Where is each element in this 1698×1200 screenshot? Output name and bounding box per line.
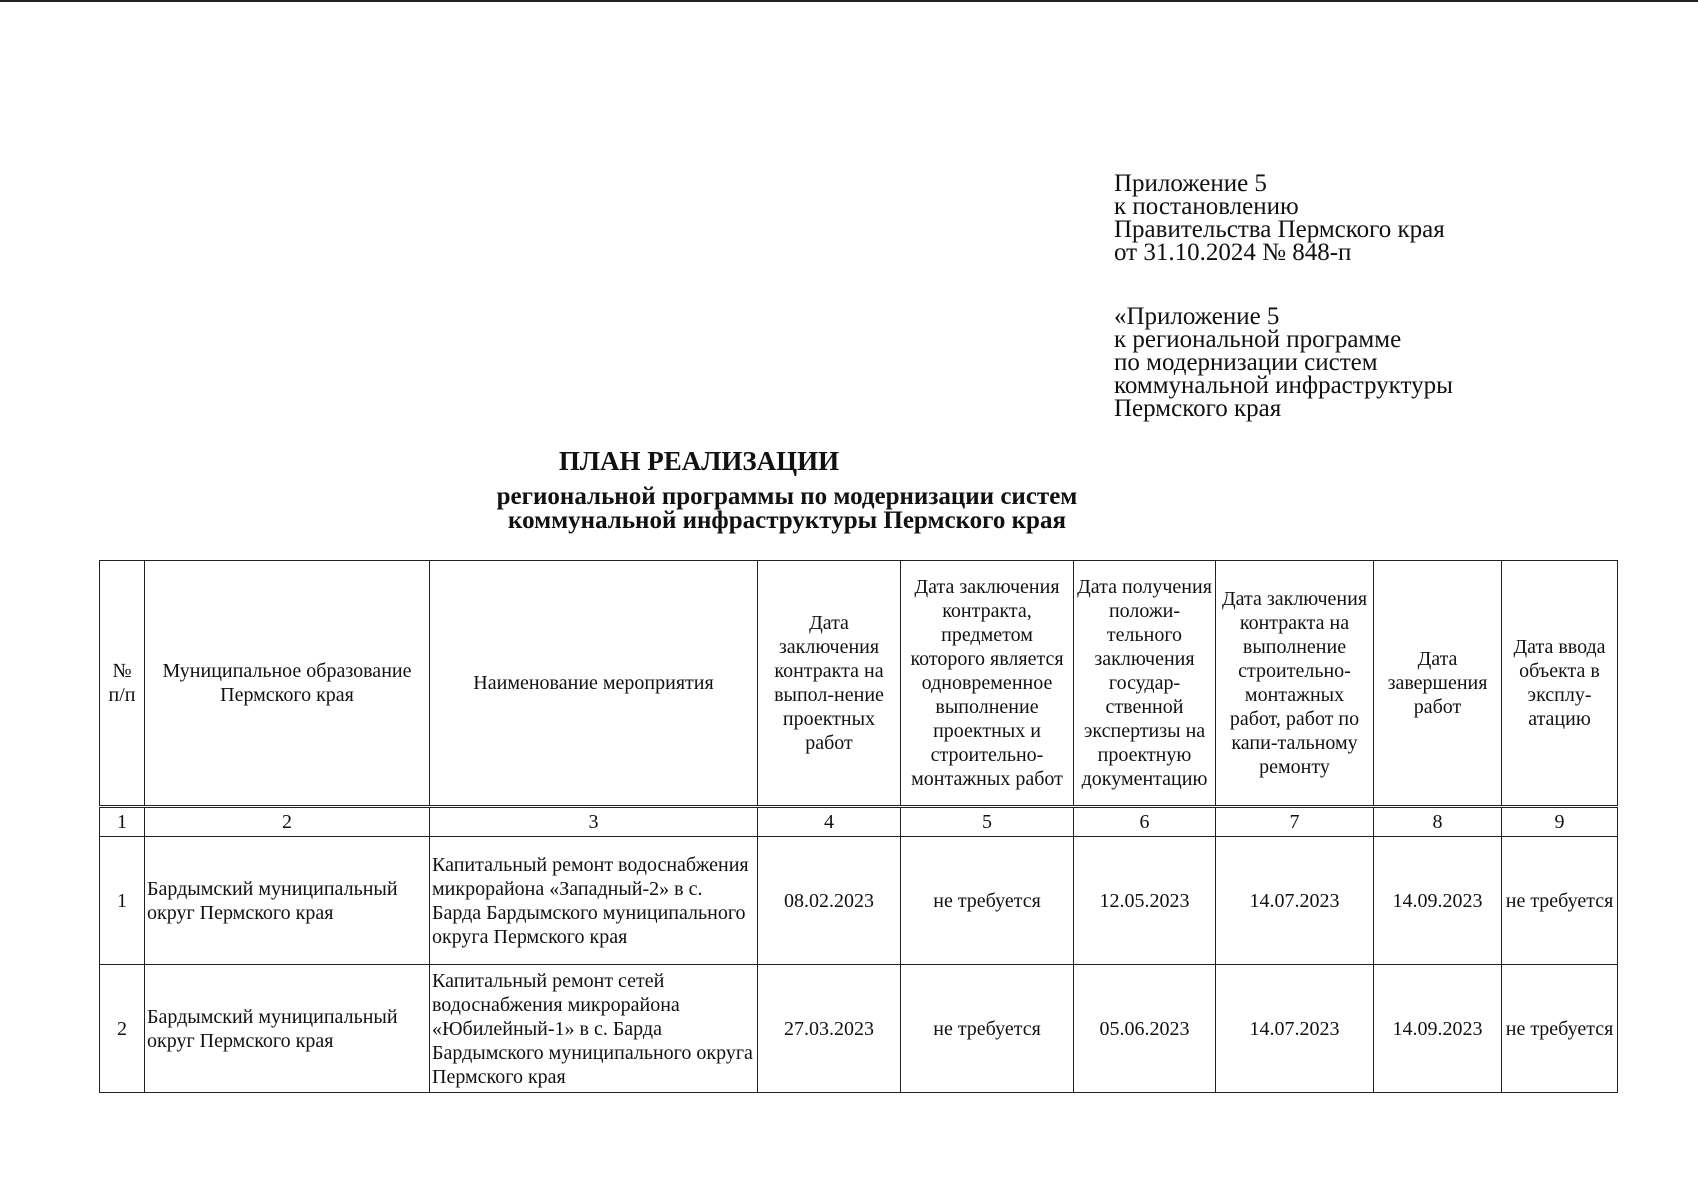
municipality-cell: Бардымский муниципальный округ Пермского края [145, 837, 430, 965]
column-number-cell: 5 [901, 807, 1074, 837]
appendix-reference-decree [1114, 172, 1445, 264]
column-number-cell: 8 [1374, 807, 1502, 837]
combined-contract-date-cell: не требуется [901, 837, 1074, 965]
scan-edge-line [0, 0, 1698, 2]
header-cell-number: № п/п [100, 561, 145, 807]
subtitle-line: региональной программы по модернизации систем [496, 483, 1078, 510]
header-cell-municipality: Муниципальное образование Пермского края [145, 561, 430, 807]
appendix-line: «Приложение 5 [1114, 303, 1280, 330]
column-number-cell: 6 [1074, 807, 1216, 837]
implementation-plan-table [99, 560, 1618, 1093]
construction-contract-date-cell: 14.07.2023 [1216, 965, 1374, 1093]
column-number-cell: 4 [758, 807, 901, 837]
municipality-cell: Бардымский муниципальный округ Пермского края [145, 965, 430, 1093]
header-cell-expertise-date: Дата получения положи-тельного заключения государ-ственной экспертизы на проектную документацию [1074, 561, 1216, 807]
appendix-line: к региональной программе [1114, 326, 1402, 353]
table-row [100, 965, 1618, 1093]
construction-contract-date-cell: 14.07.2023 [1216, 837, 1374, 965]
column-number-cell: 7 [1216, 807, 1374, 837]
subtitle-line: коммунальной инфраструктуры Пермского края [508, 507, 1066, 534]
header-cell-commissioning-date: Дата ввода объекта в эксплу-атацию [1502, 561, 1618, 807]
table-row [100, 837, 1618, 965]
row-number-cell: 2 [100, 965, 145, 1093]
appendix-line: Пермского края [1114, 395, 1282, 422]
appendix-line: коммунальной инфраструктуры [1114, 372, 1453, 399]
header-cell-activity: Наименование мероприятия [430, 561, 758, 807]
activity-cell: Капитальный ремонт сетей водоснабжения микрорайона «Юбилейный-1» в с. Барда Бардымского муниципального округа Пермского края [430, 965, 758, 1093]
column-number-row [100, 807, 1618, 837]
expertise-date-cell: 05.06.2023 [1074, 965, 1216, 1093]
header-cell-design-contract-date: Дата заключения контракта на выпол-нение проектных работ [758, 561, 901, 807]
column-number-cell: 3 [430, 807, 758, 837]
design-contract-date-cell: 08.02.2023 [758, 837, 901, 965]
commissioning-date-cell: не требуется [1502, 965, 1618, 1093]
combined-contract-date-cell: не требуется [901, 965, 1074, 1093]
table-header-row [100, 561, 1618, 807]
column-number-cell: 9 [1502, 807, 1618, 837]
header-cell-construction-contract-date: Дата заключения контракта на выполнение строительно-монтажных работ, работ по капи-тальному ремонту [1216, 561, 1374, 807]
document-subtitle [0, 485, 1636, 533]
column-number-cell: 2 [145, 807, 430, 837]
appendix-reference-program [1114, 305, 1453, 420]
appendix-line: по модернизации систем [1114, 349, 1378, 376]
completion-date-cell: 14.09.2023 [1374, 837, 1502, 965]
completion-date-cell: 14.09.2023 [1374, 965, 1502, 1093]
activity-cell: Капитальный ремонт водоснабжения микрорайона «Западный-2» в с. Барда Бардымского муниципального округа Пермского края [430, 837, 758, 965]
appendix-line: к постановлению [1114, 193, 1299, 220]
header-cell-combined-contract-date: Дата заключения контракта, предметом которого является одновременное выполнение проектных и строительно-монтажных работ [901, 561, 1074, 807]
appendix-line: от 31.10.2024 № 848-п [1114, 239, 1352, 266]
appendix-line: Приложение 5 [1114, 170, 1267, 197]
column-number-cell: 1 [100, 807, 145, 837]
appendix-line: Правительства Пермского края [1114, 216, 1445, 243]
row-number-cell: 1 [100, 837, 145, 965]
design-contract-date-cell: 27.03.2023 [758, 965, 901, 1093]
commissioning-date-cell: не требуется [1502, 837, 1618, 965]
header-cell-completion-date: Дата завершения работ [1374, 561, 1502, 807]
document-title: ПЛАН РЕАЛИЗАЦИИ [558, 446, 840, 476]
expertise-date-cell: 12.05.2023 [1074, 837, 1216, 965]
